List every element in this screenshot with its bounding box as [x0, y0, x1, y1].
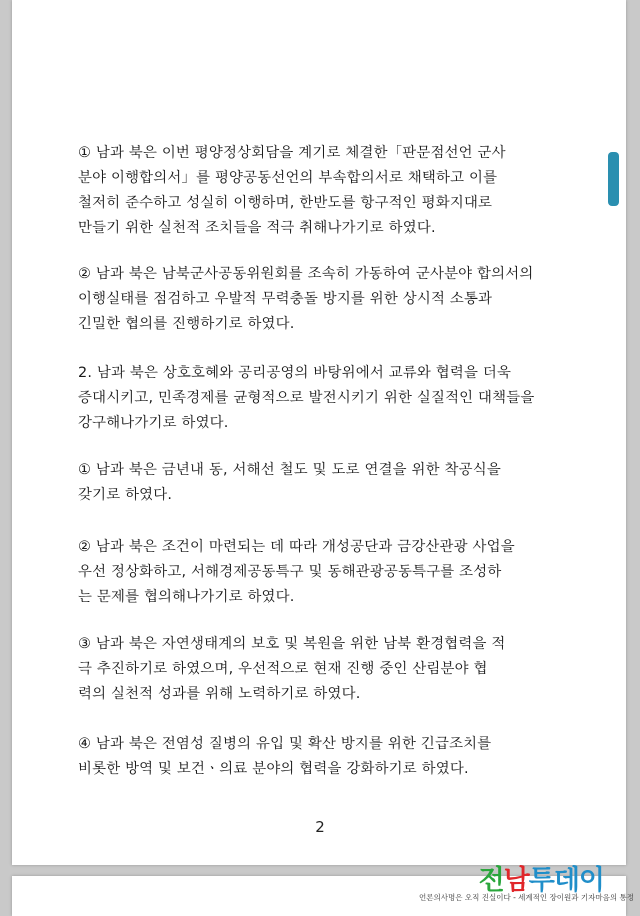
- logo-part: 투데이: [528, 865, 604, 896]
- text-line: ① 남과 북은 이번 평양정상회담을 계기로 체결한「판문점선언 군사: [78, 145, 506, 161]
- text-line: 극 추진하기로 하였으며, 우선적으로 현재 진행 중인 산림분야 협: [78, 661, 488, 677]
- paragraph-3: [78, 361, 568, 436]
- text-line: 이행실태를 점검하고 우발적 무력충돌 방지를 위한 상시적 소통과: [78, 291, 493, 307]
- logo-part: 남: [503, 865, 529, 896]
- text-line: ④ 남과 북은 전염성 질병의 유입 및 확산 방지를 위한 긴급조치를: [78, 736, 492, 752]
- text-line: 만들기 위한 실천적 조치들을 적극 취해나가기로 하였다.: [78, 220, 436, 236]
- text-line: ② 남과 북은 남북군사공동위원회를 조속히 가동하여 군사분야 합의서의: [78, 266, 534, 282]
- text-line: 증대시키고, 민족경제를 균형적으로 발전시키기 위한 실질적인 대책들을: [78, 390, 535, 406]
- text-line: 2. 남과 북은 상호호혜와 공리공영의 바탕위에서 교류와 협력을 더욱: [78, 365, 512, 381]
- paragraph-6: [78, 632, 568, 707]
- paragraph-4: [78, 458, 568, 508]
- paragraph-2: [78, 262, 568, 337]
- text-line: 는 문제를 협의해나가기로 하였다.: [78, 589, 295, 605]
- text-line: 분야 이행합의서」를 평양공동선언의 부속합의서로 채택하고 이를: [78, 170, 498, 186]
- text-line: 비롯한 방역 및 보건ㆍ의료 분야의 협력을 강화하기로 하였다.: [78, 761, 469, 777]
- text-line: 철저히 준수하고 성실히 이행하며, 한반도를 항구적인 평화지대로: [78, 195, 493, 211]
- text-line: ① 남과 북은 금년내 동, 서해선 철도 및 도로 연결을 위한 착공식을: [78, 462, 501, 478]
- watermark-tagline: 언론의사명은 오직 진실이다 - 세계적인 장이원과 기자마음의 통정: [418, 893, 634, 902]
- text-line: 강구해나가기로 하였다.: [78, 415, 229, 431]
- text-line: 력의 실천적 성과를 위해 노력하기로 하였다.: [78, 686, 361, 702]
- paragraph-7: [78, 732, 568, 782]
- text-line: 우선 정상화하고, 서해경제공동특구 및 동해관광공동특구를 조성하: [78, 564, 502, 580]
- text-line: ③ 남과 북은 자연생태계의 보호 및 복원을 위한 남북 환경협력을 적: [78, 636, 506, 652]
- paragraph-1: [78, 141, 568, 241]
- logo-part: 전: [478, 865, 504, 896]
- text-line: ② 남과 북은 조건이 마련되는 데 따라 개성공단과 금강산관광 사업을: [78, 539, 515, 555]
- page-number: 2: [315, 818, 325, 836]
- text-line: 긴밀한 협의를 진행하기로 하였다.: [78, 316, 295, 332]
- text-line: 갖기로 하였다.: [78, 487, 173, 503]
- scrollbar-thumb[interactable]: [608, 152, 619, 206]
- watermark-logo: [420, 858, 638, 904]
- paragraph-5: [78, 535, 568, 610]
